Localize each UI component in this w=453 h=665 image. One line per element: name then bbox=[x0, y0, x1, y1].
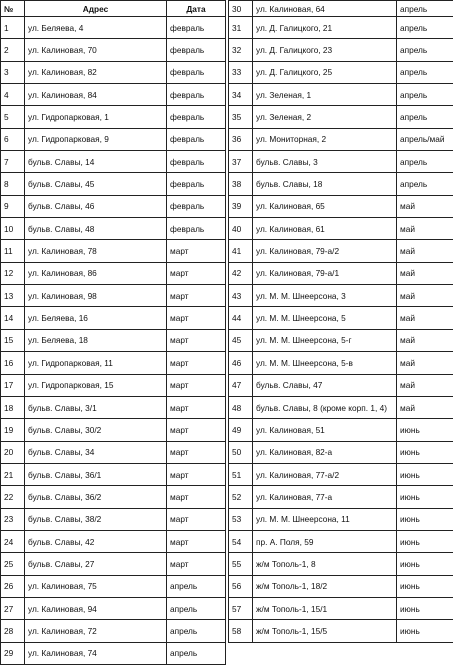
row-number: 8 bbox=[1, 173, 25, 195]
row-number: 5 bbox=[1, 106, 25, 128]
row-address: ул. Калиновая, 84 bbox=[25, 84, 167, 106]
table-row bbox=[1, 151, 226, 173]
row-address: ул. Зеленая, 2 bbox=[253, 106, 397, 128]
row-address: ул. Калиновая, 79-а/1 bbox=[253, 262, 397, 284]
table-row bbox=[1, 642, 226, 664]
row-date: март bbox=[167, 352, 226, 374]
row-number: 38 bbox=[229, 173, 253, 195]
row-date: февраль bbox=[167, 173, 226, 195]
row-date: апрель bbox=[397, 173, 453, 195]
row-date: июнь bbox=[397, 553, 453, 575]
table-row bbox=[1, 218, 226, 240]
row-number: 17 bbox=[1, 374, 25, 396]
row-address: ул. Калиновая, 75 bbox=[25, 575, 167, 597]
row-date: апрель bbox=[397, 39, 453, 61]
table-row bbox=[229, 307, 453, 329]
row-number: 13 bbox=[1, 285, 25, 307]
row-address: ул. Беляева, 16 bbox=[25, 307, 167, 329]
row-address: бульв. Славы, 45 bbox=[25, 173, 167, 195]
table-row bbox=[229, 195, 453, 217]
row-number: 44 bbox=[229, 307, 253, 329]
row-number: 33 bbox=[229, 61, 253, 83]
table-row bbox=[1, 575, 226, 597]
row-address: пр. А. Поля, 59 bbox=[253, 530, 397, 552]
table-row bbox=[1, 329, 226, 351]
table-row bbox=[229, 508, 453, 530]
table-row bbox=[229, 329, 453, 351]
row-address: бульв. Славы, 27 bbox=[25, 553, 167, 575]
row-address: ул. Д. Галицкого, 21 bbox=[253, 17, 397, 39]
row-number: 7 bbox=[1, 151, 25, 173]
row-address: ул. М. М. Шнеерсона, 5-в bbox=[253, 352, 397, 374]
row-address: бульв. Славы, 14 bbox=[25, 151, 167, 173]
row-number: 46 bbox=[229, 352, 253, 374]
row-date: февраль bbox=[167, 128, 226, 150]
row-number: 18 bbox=[1, 396, 25, 418]
row-date: февраль bbox=[167, 17, 226, 39]
row-address: ул. Гидропарковая, 11 bbox=[25, 352, 167, 374]
row-address: ул. Калиновая, 72 bbox=[25, 620, 167, 642]
table-row bbox=[229, 575, 453, 597]
row-address: ж/м Тополь-1, 18/2 bbox=[253, 575, 397, 597]
row-date: март bbox=[167, 441, 226, 463]
table-body-right bbox=[229, 1, 453, 643]
row-number: 32 bbox=[229, 39, 253, 61]
table-row bbox=[229, 486, 453, 508]
row-address: бульв. Славы, 34 bbox=[25, 441, 167, 463]
row-date: апрель bbox=[397, 61, 453, 83]
row-number: 26 bbox=[1, 575, 25, 597]
table-row bbox=[1, 530, 226, 552]
row-address: ул. Калиновая, 82 bbox=[25, 61, 167, 83]
row-date: февраль bbox=[167, 106, 226, 128]
row-date: июнь bbox=[397, 620, 453, 642]
row-date: март bbox=[167, 396, 226, 418]
table-row bbox=[229, 285, 453, 307]
row-number: 22 bbox=[1, 486, 25, 508]
row-address: ул. М. М. Шнеерсона, 5-г bbox=[253, 329, 397, 351]
table-row bbox=[1, 486, 226, 508]
row-date: апрель bbox=[167, 575, 226, 597]
row-number: 29 bbox=[1, 642, 25, 664]
row-number: 54 bbox=[229, 530, 253, 552]
row-number: 25 bbox=[1, 553, 25, 575]
row-date: июнь bbox=[397, 597, 453, 619]
table-row bbox=[229, 396, 453, 418]
row-address: ул. Беляева, 4 bbox=[25, 17, 167, 39]
row-address: бульв. Славы, 36/1 bbox=[25, 463, 167, 485]
row-number: 39 bbox=[229, 195, 253, 217]
row-address: бульв. Славы, 36/2 bbox=[25, 486, 167, 508]
row-address: ул. Калиновая, 51 bbox=[253, 419, 397, 441]
row-address: ул. Зеленая, 1 bbox=[253, 84, 397, 106]
row-date: апрель bbox=[397, 106, 453, 128]
row-date: март bbox=[167, 240, 226, 262]
row-date: март bbox=[167, 553, 226, 575]
table-row bbox=[229, 151, 453, 173]
row-date: февраль bbox=[167, 151, 226, 173]
row-date: май bbox=[397, 285, 453, 307]
schedule-table-right bbox=[228, 0, 453, 643]
row-address: ул. Калиновая, 98 bbox=[25, 285, 167, 307]
row-address: ул. Калиновая, 77-а/2 bbox=[253, 463, 397, 485]
header-address: Адрес bbox=[25, 1, 167, 17]
row-date: март bbox=[167, 374, 226, 396]
row-date: март bbox=[167, 508, 226, 530]
row-number: 24 bbox=[1, 530, 25, 552]
row-number: 10 bbox=[1, 218, 25, 240]
row-address: ул. Калиновая, 78 bbox=[25, 240, 167, 262]
row-date: февраль bbox=[167, 195, 226, 217]
table-header-row bbox=[1, 1, 226, 17]
row-address: бульв. Славы, 18 bbox=[253, 173, 397, 195]
table-row bbox=[1, 374, 226, 396]
row-number: 52 bbox=[229, 486, 253, 508]
row-number: 55 bbox=[229, 553, 253, 575]
table-row bbox=[229, 463, 453, 485]
table-row bbox=[1, 195, 226, 217]
table-row bbox=[1, 352, 226, 374]
row-number: 51 bbox=[229, 463, 253, 485]
table-row bbox=[229, 17, 453, 39]
table-row bbox=[229, 240, 453, 262]
row-date: апрель bbox=[167, 642, 226, 664]
header-num: № bbox=[1, 1, 25, 17]
row-date: май bbox=[397, 262, 453, 284]
row-date: июнь bbox=[397, 508, 453, 530]
row-number: 43 bbox=[229, 285, 253, 307]
row-number: 6 bbox=[1, 128, 25, 150]
table-row bbox=[1, 17, 226, 39]
row-date: апрель bbox=[167, 597, 226, 619]
row-address: ул. М. М. Шнеерсона, 5 bbox=[253, 307, 397, 329]
row-date: май bbox=[397, 352, 453, 374]
row-number: 34 bbox=[229, 84, 253, 106]
row-date: май bbox=[397, 374, 453, 396]
row-date: апрель bbox=[397, 84, 453, 106]
row-number: 31 bbox=[229, 17, 253, 39]
row-number: 49 bbox=[229, 419, 253, 441]
row-address: ул. М. М. Шнеерсона, 11 bbox=[253, 508, 397, 530]
row-address: ул. Калиновая, 77-а bbox=[253, 486, 397, 508]
table-row bbox=[1, 620, 226, 642]
table-row bbox=[229, 1, 453, 17]
row-number: 2 bbox=[1, 39, 25, 61]
row-number: 19 bbox=[1, 419, 25, 441]
row-date: май bbox=[397, 396, 453, 418]
row-address: ул. Гидропарковая, 1 bbox=[25, 106, 167, 128]
row-date: май bbox=[397, 195, 453, 217]
row-number: 28 bbox=[1, 620, 25, 642]
table-row bbox=[1, 597, 226, 619]
row-date: март bbox=[167, 419, 226, 441]
row-date: март bbox=[167, 530, 226, 552]
row-number: 57 bbox=[229, 597, 253, 619]
table-row bbox=[229, 553, 453, 575]
table-row bbox=[1, 396, 226, 418]
row-number: 21 bbox=[1, 463, 25, 485]
row-address: ул. Мониторная, 2 bbox=[253, 128, 397, 150]
row-date: май bbox=[397, 329, 453, 351]
row-address: ул. Калиновая, 94 bbox=[25, 597, 167, 619]
row-number: 58 bbox=[229, 620, 253, 642]
table-row bbox=[229, 441, 453, 463]
row-address: ул. Калиновая, 79-а/2 bbox=[253, 240, 397, 262]
schedule-table-left bbox=[0, 0, 226, 665]
row-number: 41 bbox=[229, 240, 253, 262]
row-address: ул. Д. Галицкого, 25 bbox=[253, 61, 397, 83]
row-address: бульв. Славы, 48 bbox=[25, 218, 167, 240]
row-date: март bbox=[167, 307, 226, 329]
row-number: 1 bbox=[1, 17, 25, 39]
table-row bbox=[229, 262, 453, 284]
row-date: март bbox=[167, 463, 226, 485]
row-number: 45 bbox=[229, 329, 253, 351]
row-number: 11 bbox=[1, 240, 25, 262]
row-address: ул. Калиновая, 61 bbox=[253, 218, 397, 240]
table-row bbox=[229, 61, 453, 83]
row-address: бульв. Славы, 8 (кроме корп. 1, 4) bbox=[253, 396, 397, 418]
row-date: февраль bbox=[167, 61, 226, 83]
row-date: февраль bbox=[167, 84, 226, 106]
table-row bbox=[1, 128, 226, 150]
table-row bbox=[229, 530, 453, 552]
table-row bbox=[1, 84, 226, 106]
row-date: февраль bbox=[167, 218, 226, 240]
table-row bbox=[1, 106, 226, 128]
row-address: ул. М. М. Шнеерсона, 3 bbox=[253, 285, 397, 307]
table-row bbox=[1, 419, 226, 441]
row-date: март bbox=[167, 486, 226, 508]
table-row bbox=[229, 84, 453, 106]
row-address: бульв. Славы, 46 bbox=[25, 195, 167, 217]
row-number: 4 bbox=[1, 84, 25, 106]
table-row bbox=[1, 61, 226, 83]
row-number: 56 bbox=[229, 575, 253, 597]
table-row bbox=[229, 218, 453, 240]
row-address: ул. Д. Галицкого, 23 bbox=[253, 39, 397, 61]
table-row bbox=[229, 128, 453, 150]
row-number: 40 bbox=[229, 218, 253, 240]
row-date: июнь bbox=[397, 486, 453, 508]
row-date: май bbox=[397, 307, 453, 329]
table-row bbox=[229, 106, 453, 128]
row-number: 47 bbox=[229, 374, 253, 396]
row-date: март bbox=[167, 262, 226, 284]
table-row bbox=[229, 173, 453, 195]
table-row bbox=[229, 39, 453, 61]
table-row bbox=[1, 463, 226, 485]
table-row bbox=[1, 285, 226, 307]
row-date: май bbox=[397, 240, 453, 262]
row-number: 37 bbox=[229, 151, 253, 173]
row-address: ул. Калиновая, 65 bbox=[253, 195, 397, 217]
row-number: 9 bbox=[1, 195, 25, 217]
row-date: июнь bbox=[397, 575, 453, 597]
row-number: 16 bbox=[1, 352, 25, 374]
row-date: февраль bbox=[167, 39, 226, 61]
row-number: 23 bbox=[1, 508, 25, 530]
row-address: ул. Калиновая, 70 bbox=[25, 39, 167, 61]
row-number: 53 bbox=[229, 508, 253, 530]
table-row bbox=[229, 597, 453, 619]
row-number: 42 bbox=[229, 262, 253, 284]
row-number: 35 bbox=[229, 106, 253, 128]
table-row bbox=[1, 39, 226, 61]
table-row bbox=[1, 240, 226, 262]
row-date: апрель bbox=[397, 17, 453, 39]
row-date: апрель bbox=[397, 1, 453, 17]
row-number: 36 bbox=[229, 128, 253, 150]
table-row bbox=[1, 441, 226, 463]
row-date: апрель bbox=[167, 620, 226, 642]
row-address: ул. Калиновая, 86 bbox=[25, 262, 167, 284]
row-date: март bbox=[167, 285, 226, 307]
table-row bbox=[1, 553, 226, 575]
row-number: 30 bbox=[229, 1, 253, 17]
table-row bbox=[1, 508, 226, 530]
row-number: 15 bbox=[1, 329, 25, 351]
row-number: 3 bbox=[1, 61, 25, 83]
row-address: ж/м Тополь-1, 8 bbox=[253, 553, 397, 575]
row-address: ул. Калиновая, 64 bbox=[253, 1, 397, 17]
row-address: бульв. Славы, 42 bbox=[25, 530, 167, 552]
table-body-left bbox=[1, 17, 226, 665]
table-row bbox=[229, 374, 453, 396]
row-number: 12 bbox=[1, 262, 25, 284]
table-row bbox=[1, 307, 226, 329]
table-row bbox=[229, 419, 453, 441]
header-date: Дата bbox=[167, 1, 226, 17]
row-address: ж/м Тополь-1, 15/1 bbox=[253, 597, 397, 619]
row-address: бульв. Славы, 3/1 bbox=[25, 396, 167, 418]
row-date: апрель bbox=[397, 151, 453, 173]
row-number: 20 bbox=[1, 441, 25, 463]
row-address: бульв. Славы, 47 bbox=[253, 374, 397, 396]
row-address: бульв. Славы, 3 bbox=[253, 151, 397, 173]
row-date: июнь bbox=[397, 463, 453, 485]
row-date: апрель/май bbox=[397, 128, 453, 150]
row-number: 48 bbox=[229, 396, 253, 418]
row-address: ул. Гидропарковая, 9 bbox=[25, 128, 167, 150]
row-address: ж/м Тополь-1, 15/5 bbox=[253, 620, 397, 642]
row-date: июнь bbox=[397, 441, 453, 463]
row-address: бульв. Славы, 30/2 bbox=[25, 419, 167, 441]
row-address: ул. Калиновая, 74 bbox=[25, 642, 167, 664]
table-row bbox=[229, 620, 453, 642]
row-address: бульв. Славы, 38/2 bbox=[25, 508, 167, 530]
row-date: март bbox=[167, 329, 226, 351]
row-number: 14 bbox=[1, 307, 25, 329]
row-date: июнь bbox=[397, 530, 453, 552]
row-number: 27 bbox=[1, 597, 25, 619]
row-date: июнь bbox=[397, 419, 453, 441]
row-address: ул. Гидропарковая, 15 bbox=[25, 374, 167, 396]
table-row bbox=[1, 173, 226, 195]
row-address: ул. Беляева, 18 bbox=[25, 329, 167, 351]
table-row bbox=[1, 262, 226, 284]
row-address: ул. Калиновая, 82-а bbox=[253, 441, 397, 463]
row-date: май bbox=[397, 218, 453, 240]
table-row bbox=[229, 352, 453, 374]
row-number: 50 bbox=[229, 441, 253, 463]
